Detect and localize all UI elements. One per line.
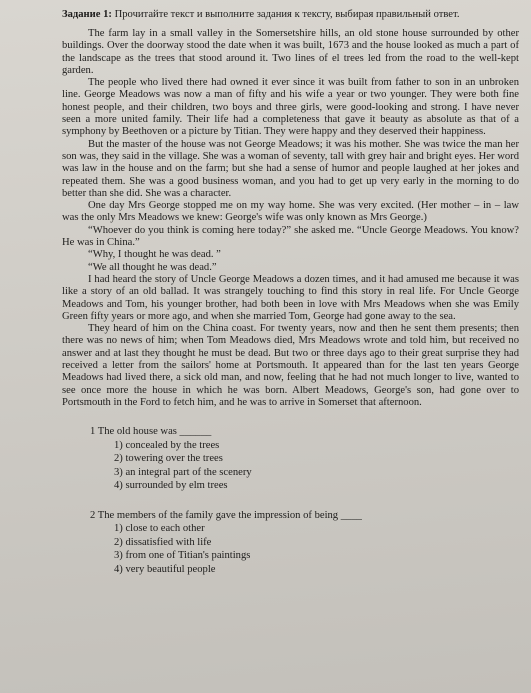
paragraph: The people who lived there had owned it ever since it was built from father to son in an unbroken line. George Meadows was now a man of fifty and his wife a year or two younger. They were both fine honest people, and their children, two boys and three girls, were good-looking and strong. I have never seen a more united family. Their life had a completeness that gave it beauty as absolute as that of a symphony by Beethoven or a picture by Titian. They were happy and they deserved their happiness. bbox=[62, 77, 519, 138]
answer-option: 3) an integral part of the scenery bbox=[114, 466, 252, 478]
dialogue-line: “Whoever do you think is coming here today?” she asked me. “Uncle George Meadows. You know? He was in China.” bbox=[62, 224, 519, 249]
question-stem: 2 The members of the family gave the impression of being ____ bbox=[90, 509, 362, 521]
answer-option: 4) very beautiful people bbox=[114, 563, 216, 575]
answer-option: 2) towering over the trees bbox=[114, 453, 223, 465]
task-label: Задание 1: bbox=[62, 9, 112, 20]
paragraph: The farm lay in a small valley in the Somersetshire hills, an old stone house surrounded by other buildings. Over the doorway stood the date when it was built, 1673 and the house looked as much a part of the landscape as the trees that stood around it. Two lines of el trees led from the road to the well-kept garden. bbox=[62, 28, 519, 76]
question-1 bbox=[62, 425, 519, 493]
task-instruction: Прочитайте текст и выполните задания к тексту, выбирая правильный ответ. bbox=[114, 9, 460, 20]
answer-option: 4) surrounded by elm trees bbox=[114, 480, 228, 492]
paragraph: But the master of the house was not George Meadows; it was his mother. She was twice the man her son was, they said in the village. She was a woman of seventy, tall with grey hair and bright eyes. Her word was law in the house and on the farm; but she had a sense of humor and people laughed at her jokes and repeated them. She was a good business woman, and you had to get up very early in the morning to do better than she did. She was a character. bbox=[62, 138, 519, 199]
paragraph: One day Mrs George stopped me on my way home. She was very excited. (Her mother – in – law was the only Mrs Meadows we knew: George's wife was only known as Mrs George.) bbox=[62, 200, 519, 224]
question-list bbox=[62, 425, 519, 576]
answer-option: 2) dissatisfied with life bbox=[114, 536, 212, 548]
dialogue-line: “We all thought he was dead.” bbox=[88, 261, 217, 273]
reading-passage bbox=[62, 28, 519, 409]
dialogue-line: “Why, I thought he was dead. ” bbox=[88, 249, 221, 261]
answer-options bbox=[62, 522, 519, 576]
answer-option: 1) concealed by the trees bbox=[114, 439, 220, 451]
task-header bbox=[62, 8, 519, 21]
question-2 bbox=[62, 509, 519, 577]
answer-option: 1) close to each other bbox=[114, 523, 205, 535]
paragraph: I had heard the story of Uncle George Meadows a dozen times, and it had amused me because it was like a story of an old ballad. It was strangely touching to find this story in real life. For Uncle George Meadows and Tom, his younger brother, had both been in love with Mrs Meadows when she was Emily Green fifty years or more ago, and when she married Tom, George had gone away to the sea. bbox=[62, 273, 519, 322]
answer-options bbox=[62, 439, 519, 493]
question-stem: 1 The old house was ______ bbox=[90, 426, 212, 438]
paragraph: They heard of him on the China coast. For twenty years, now and then he sent them presents; then there was no news of him; when Tom Meadows died, Mrs Meadows wrote and told him, but received no answer and at last they thought he must be dead. But two or three days ago to their great surprise they had received a letter from the sailors' home at Portsmouth. It appeared than for the last ten years George Meadows had lived there, a sick old man, and now, feeling that he had not much longer to live, wanted to see once more the house in which he was born. Albert Meadows, George's son, had gone over to Portsmouth in the Ford to fetch him, and he was to arrive in Somerset that afternoon. bbox=[62, 323, 519, 408]
answer-option: 3) from one of Titian's paintings bbox=[114, 550, 251, 562]
